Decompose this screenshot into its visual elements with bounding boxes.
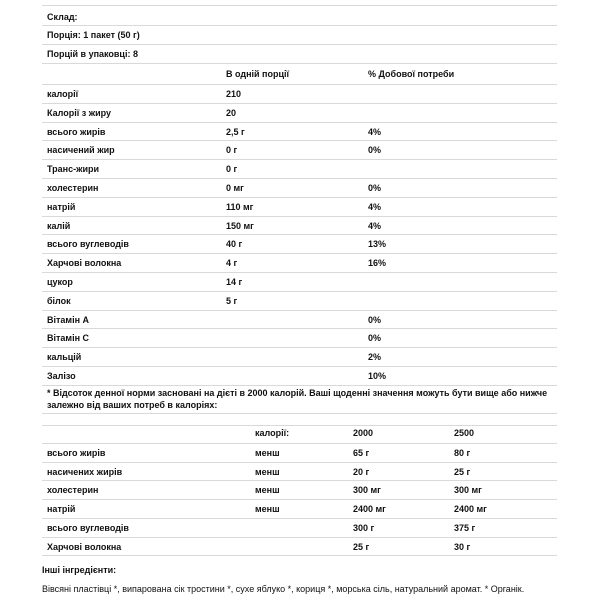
divider: [42, 385, 557, 386]
daily-2000-value: 300 мг: [353, 485, 381, 496]
divider: [42, 462, 557, 463]
daily-qualifier: менш: [255, 485, 280, 496]
nutrient-amount: 150 мг: [226, 220, 254, 231]
daily-2000-value: 65 г: [353, 448, 370, 458]
divider: [42, 253, 557, 254]
daily-value-header: % Добової потреби: [368, 69, 455, 79]
divider: [42, 159, 557, 160]
nutrient-name: кальцій: [47, 352, 82, 363]
daily-nutrient-name: холестерин: [47, 485, 99, 496]
daily-2500-value: 2400 мг: [454, 504, 487, 515]
ingredients-label: Інші інгредієнти:: [42, 565, 117, 575]
daily-nutrient-name: насичених жирів: [47, 466, 123, 477]
divider: [42, 103, 557, 104]
divider: [42, 413, 557, 414]
nutrient-name: калій: [47, 220, 71, 231]
daily-2500-value: 300 мг: [454, 485, 482, 496]
daily-nutrient-name: всього вуглеводів: [47, 522, 129, 533]
divider: [42, 555, 557, 556]
divider: [42, 366, 557, 367]
daily-2500-value: 375 г: [454, 522, 476, 533]
nutrient-amount: 20: [226, 107, 237, 118]
nutrient-name: білок: [47, 295, 71, 306]
nutrient-amount: 0 г: [226, 145, 238, 156]
nutrient-name: цукор: [47, 277, 73, 287]
daily-2000-value: 20 г: [353, 466, 370, 477]
nutrient-daily-value: 16%: [368, 258, 387, 269]
nutrient-name: холестерин: [47, 183, 99, 193]
daily-qualifier: менш: [255, 448, 280, 458]
divider: [42, 178, 557, 179]
nutrient-amount: 0 г: [226, 164, 238, 175]
daily-2000-value: 25 г: [353, 541, 370, 552]
divider: [42, 234, 557, 235]
daily-2500-value: 30 г: [454, 541, 471, 552]
divider: [42, 328, 557, 329]
nutrient-name: насичений жир: [47, 145, 115, 156]
divider: [42, 480, 557, 481]
ingredients-text: Вівсяні пластівці *, випарована сік тростини *, сухе яблуко *, кориця *, морська сіль, натуральний аромат. * Органік.: [42, 584, 525, 594]
serving-size: Порція: 1 пакет (50 г): [47, 30, 140, 40]
nutrient-daily-value: 10%: [368, 371, 387, 381]
divider: [42, 347, 557, 348]
divider: [42, 272, 557, 273]
divider: [42, 291, 557, 292]
footnote: * Відсоток денної норми засновані на дієті в 2000 калорій. Ваші щоденні значення можуть бути вище або нижче залежно від ваших потреб в калоріях:: [47, 388, 548, 410]
nutrient-daily-value: 4%: [368, 220, 382, 231]
nutrient-name: Залізо: [47, 371, 76, 381]
divider: [42, 122, 557, 123]
composition-label: Склад:: [47, 12, 78, 22]
divider: [42, 140, 557, 141]
daily-2500-value: 80 г: [454, 448, 471, 458]
divider: [42, 197, 557, 198]
divider: [42, 44, 557, 45]
nutrient-name: Транс-жири: [47, 164, 100, 175]
nutrient-amount: 110 мг: [226, 201, 254, 212]
daily-nutrient-name: натрій: [47, 504, 76, 515]
daily-qualifier: менш: [255, 504, 280, 515]
nutrient-amount: 2,5 г: [226, 126, 245, 137]
divider: [42, 518, 557, 519]
nutrient-daily-value: 0%: [368, 183, 382, 193]
nutrient-name: калорії: [47, 89, 79, 99]
nutrient-name: всього вуглеводів: [47, 239, 129, 250]
divider: [42, 25, 557, 26]
nutrient-daily-value: 4%: [368, 126, 382, 137]
nutrient-name: всього жирів: [47, 126, 106, 137]
nutrient-daily-value: 13%: [368, 239, 387, 250]
daily-2000-value: 300 г: [353, 522, 375, 533]
nutrient-daily-value: 2%: [368, 352, 382, 363]
nutrient-amount: 40 г: [226, 239, 243, 250]
servings-per-pack: Порцій в упаковці: 8: [47, 49, 138, 59]
nutrient-name: Калорії з жиру: [47, 107, 112, 118]
nutrient-amount: 210: [226, 89, 242, 99]
nutrient-daily-value: 0%: [368, 314, 382, 325]
divider: [42, 84, 557, 85]
daily-2000-value: 2400 мг: [353, 504, 386, 515]
daily-2500-value: 25 г: [454, 466, 471, 477]
nutrient-amount: 5 г: [226, 295, 238, 306]
nutrient-name: Вітамін А: [47, 314, 90, 325]
nutrient-daily-value: 0%: [368, 145, 382, 156]
nutrient-daily-value: 4%: [368, 201, 382, 212]
nutrient-name: Вітамін С: [47, 333, 90, 344]
divider: [42, 443, 557, 444]
divider: [42, 5, 557, 6]
divider: [42, 310, 557, 311]
nutrient-name: Харчові волокна: [47, 258, 122, 269]
nutrient-daily-value: 0%: [368, 333, 382, 344]
daily-2000-header: 2000: [353, 428, 374, 438]
nutrient-amount: 4 г: [226, 258, 238, 269]
daily-nutrient-name: всього жирів: [47, 448, 106, 458]
divider: [42, 216, 557, 217]
daily-nutrient-name: Харчові волокна: [47, 541, 122, 552]
nutrient-name: натрій: [47, 201, 76, 212]
divider: [42, 425, 557, 426]
divider: [42, 63, 557, 64]
daily-2500-header: 2500: [454, 428, 475, 438]
divider: [42, 499, 557, 500]
daily-calories-label: калорії:: [255, 428, 290, 438]
nutrient-amount: 0 мг: [226, 183, 244, 193]
nutrient-amount: 14 г: [226, 277, 243, 287]
daily-qualifier: менш: [255, 466, 280, 477]
per-serving-header: В одній порції: [226, 69, 290, 79]
divider: [42, 537, 557, 538]
